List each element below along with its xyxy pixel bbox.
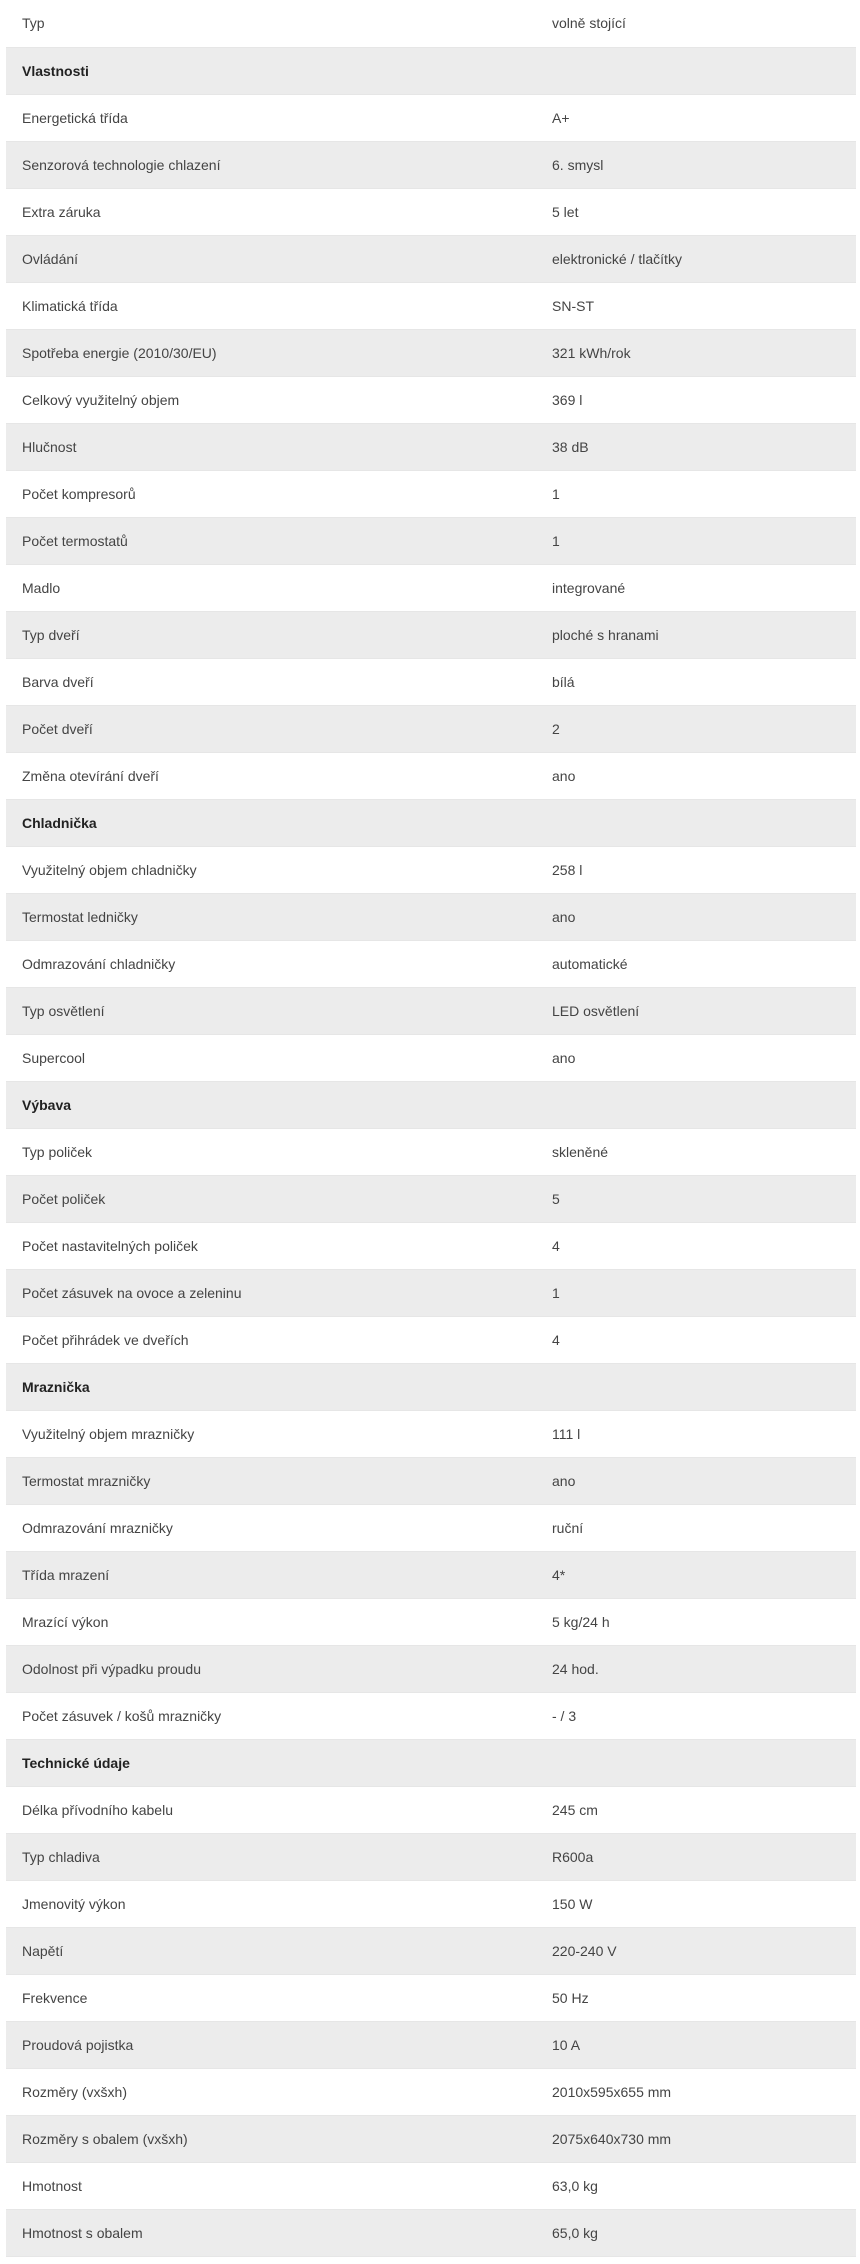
spec-value: 4 [536,1222,856,1269]
spec-row [6,2068,856,2115]
spec-row [6,893,856,940]
spec-row [6,564,856,611]
spec-row [6,2209,856,2256]
spec-value: integrované [536,564,856,611]
spec-label: Počet kompresorů [6,470,536,517]
spec-label: Počet zásuvek na ovoce a zeleninu [6,1269,536,1316]
spec-value: bílá [536,658,856,705]
spec-label: Typ dveří [6,611,536,658]
spec-label: Délka přívodního kabelu [6,1786,536,1833]
spec-row [6,1457,856,1504]
spec-value: 24 hod. [536,1645,856,1692]
spec-label: Odolnost při výpadku proudu [6,1645,536,1692]
spec-value: 4 [536,1316,856,1363]
spec-value: - / 3 [536,1692,856,1739]
spec-row [6,611,856,658]
spec-label: Madlo [6,564,536,611]
section-title: Chladnička [6,799,536,846]
spec-value: ano [536,1457,856,1504]
spec-label: Hmotnost s obalem [6,2209,536,2256]
spec-row [6,1410,856,1457]
spec-value: SN-ST [536,282,856,329]
spec-row [6,282,856,329]
spec-row [6,470,856,517]
spec-value: 2075x640x730 mm [536,2115,856,2162]
spec-label: Barva dveří [6,658,536,705]
spec-value: LED osvětlení [536,987,856,1034]
spec-value: 150 W [536,1880,856,1927]
section-value [536,1739,856,1786]
spec-label: Supercool [6,1034,536,1081]
spec-label: Celkový využitelný objem [6,376,536,423]
spec-label: Proudová pojistka [6,2021,536,2068]
spec-row [6,1645,856,1692]
spec-row [6,188,856,235]
spec-label: Extra záruka [6,188,536,235]
spec-value: 1 [536,1269,856,1316]
spec-label: Počet zásuvek / košů mrazničky [6,1692,536,1739]
spec-value: 258 l [536,846,856,893]
spec-label: Energetická třída [6,94,536,141]
spec-value: 245 cm [536,1786,856,1833]
spec-label: Termostat ledničky [6,893,536,940]
spec-value: 111 l [536,1410,856,1457]
spec-label: Typ osvětlení [6,987,536,1034]
section-header-row [6,1739,856,1786]
spec-label: Počet poliček [6,1175,536,1222]
spec-label: Spotřeba energie (2010/30/EU) [6,329,536,376]
spec-value: R600a [536,1833,856,1880]
section-title: Technické údaje [6,1739,536,1786]
spec-label: Odmrazování chladničky [6,940,536,987]
spec-label: Napětí [6,1927,536,1974]
spec-value: 2010x595x655 mm [536,2068,856,2115]
spec-label: Typ [6,0,536,47]
spec-row [6,1034,856,1081]
spec-row [6,1786,856,1833]
spec-row [6,940,856,987]
spec-label: Využitelný objem chladničky [6,846,536,893]
spec-label: Termostat mrazničky [6,1457,536,1504]
spec-row [6,1316,856,1363]
section-header-row [6,1363,856,1410]
spec-value: 369 l [536,376,856,423]
spec-value: 5 let [536,188,856,235]
spec-label: Mrazící výkon [6,1598,536,1645]
spec-label: Počet nastavitelných poliček [6,1222,536,1269]
spec-label: Rozměry (vxšxh) [6,2068,536,2115]
spec-row [6,1974,856,2021]
spec-row [6,0,856,47]
spec-table-body [6,0,856,2256]
spec-row [6,376,856,423]
section-header-row [6,1081,856,1128]
spec-row [6,517,856,564]
spec-row [6,423,856,470]
spec-value: 5 kg/24 h [536,1598,856,1645]
spec-row [6,1880,856,1927]
spec-label: Počet dveří [6,705,536,752]
spec-value: elektronické / tlačítky [536,235,856,282]
section-value [536,1081,856,1128]
spec-row [6,658,856,705]
section-title: Výbava [6,1081,536,1128]
spec-value: 6. smysl [536,141,856,188]
spec-value: 321 kWh/rok [536,329,856,376]
spec-row [6,1128,856,1175]
spec-value: 65,0 kg [536,2209,856,2256]
spec-row [6,846,856,893]
spec-value: 1 [536,517,856,564]
spec-row [6,94,856,141]
spec-value: 63,0 kg [536,2162,856,2209]
spec-value: 4* [536,1551,856,1598]
spec-label: Hlučnost [6,423,536,470]
spec-value: 1 [536,470,856,517]
section-title: Mraznička [6,1363,536,1410]
spec-row [6,987,856,1034]
spec-value: skleněné [536,1128,856,1175]
spec-label: Typ chladiva [6,1833,536,1880]
spec-value: ano [536,1034,856,1081]
section-value [536,47,856,94]
section-value [536,799,856,846]
section-value [536,1363,856,1410]
spec-row [6,2021,856,2068]
spec-label: Rozměry s obalem (vxšxh) [6,2115,536,2162]
spec-row [6,1551,856,1598]
spec-value: 50 Hz [536,1974,856,2021]
spec-table [6,0,856,2257]
spec-value: volně stojící [536,0,856,47]
spec-value: A+ [536,94,856,141]
spec-label: Počet přihrádek ve dveřích [6,1316,536,1363]
spec-row [6,1833,856,1880]
spec-row [6,1927,856,1974]
spec-label: Senzorová technologie chlazení [6,141,536,188]
spec-value: ploché s hranami [536,611,856,658]
spec-row [6,1692,856,1739]
spec-row [6,1269,856,1316]
spec-row [6,2115,856,2162]
spec-label: Hmotnost [6,2162,536,2209]
spec-value: 220-240 V [536,1927,856,1974]
spec-row [6,329,856,376]
section-title: Vlastnosti [6,47,536,94]
spec-row [6,235,856,282]
spec-row [6,1175,856,1222]
spec-value: 38 dB [536,423,856,470]
spec-row [6,1598,856,1645]
spec-label: Využitelný objem mrazničky [6,1410,536,1457]
spec-value: 5 [536,1175,856,1222]
spec-label: Jmenovitý výkon [6,1880,536,1927]
spec-value: ano [536,893,856,940]
spec-label: Ovládání [6,235,536,282]
spec-row [6,705,856,752]
spec-row [6,1504,856,1551]
spec-row [6,141,856,188]
section-header-row [6,47,856,94]
spec-label: Počet termostatů [6,517,536,564]
spec-row [6,1222,856,1269]
spec-value: 2 [536,705,856,752]
spec-row [6,2162,856,2209]
spec-value: 10 A [536,2021,856,2068]
spec-label: Změna otevírání dveří [6,752,536,799]
spec-value: ano [536,752,856,799]
spec-label: Klimatická třída [6,282,536,329]
spec-row [6,752,856,799]
spec-label: Typ poliček [6,1128,536,1175]
section-header-row [6,799,856,846]
spec-label: Odmrazování mrazničky [6,1504,536,1551]
spec-label: Třída mrazení [6,1551,536,1598]
spec-value: ruční [536,1504,856,1551]
spec-label: Frekvence [6,1974,536,2021]
spec-value: automatické [536,940,856,987]
